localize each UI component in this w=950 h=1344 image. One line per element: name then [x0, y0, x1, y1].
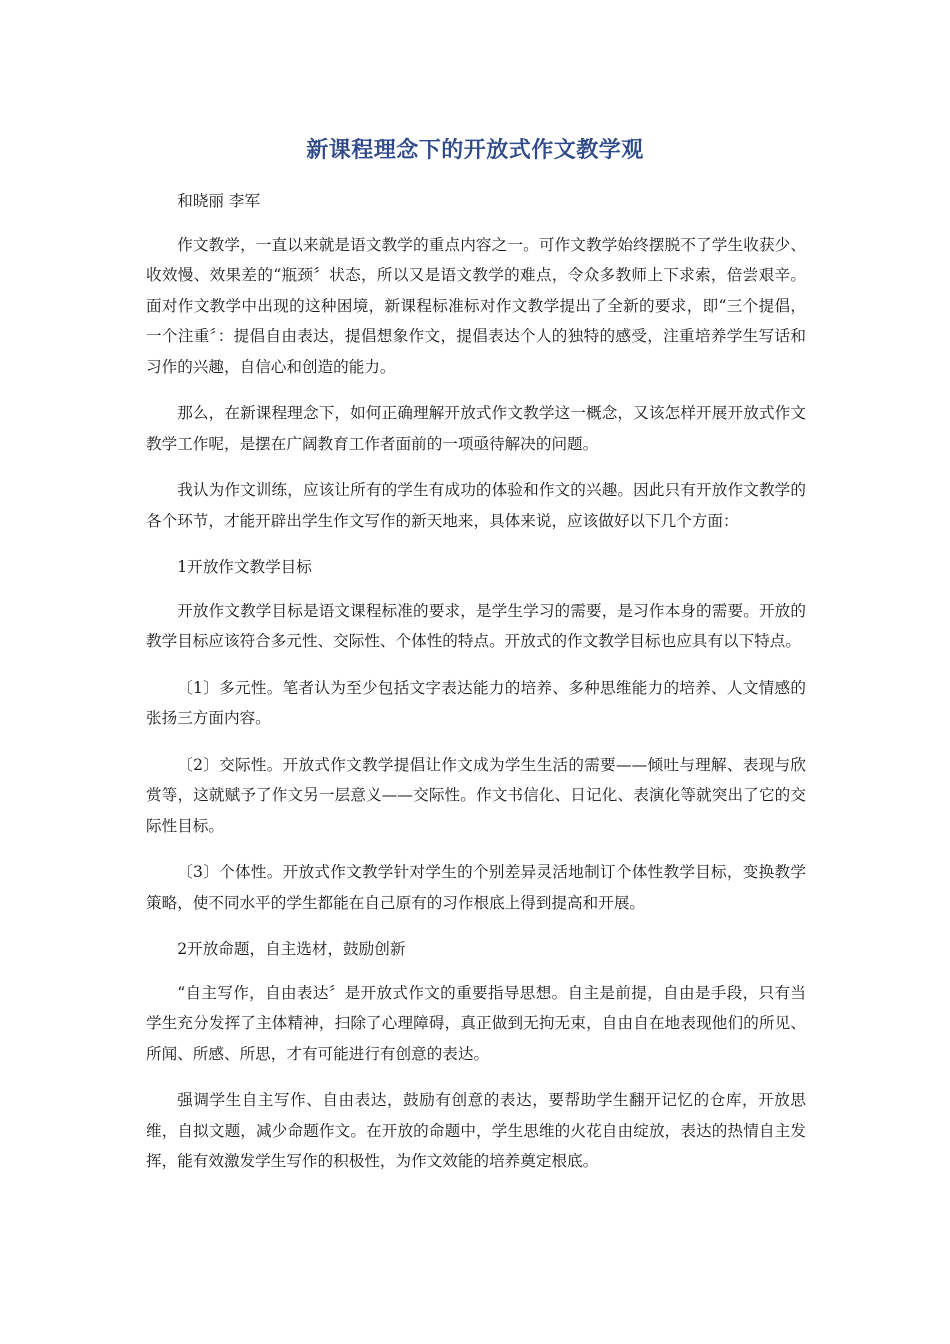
section-heading-1: 1开放作文教学目标 [177, 558, 312, 576]
section-heading-2: 2开放命题，自主选材，鼓励创新 [177, 940, 406, 958]
paragraph-question: 那么，在新课程理念下，如何正确理解开放式作文教学这一概念，又该怎样开展开放式作文教学工作呢，是摆在广阔教育工作者面前的一项亟待解决的问题。 [146, 404, 806, 453]
paragraph-individuality: 〔3〕个体性。开放式作文教学针对学生的个别差异灵活地制订个体性教学目标，变换教学策略，使不同水平的学生都能在自己原有的习作根底上得到提高和开展。 [146, 863, 806, 912]
article-body [146, 186, 806, 1193]
paragraph-communication: 〔2〕交际性。开放式作文教学提倡让作文成为学生生活的需要——倾吐与理解、表现与欣赏等，这就赋予了作文另一层意义——交际性。作文书信化、日记化、表演化等就突出了它的交际性目标。 [146, 755, 806, 835]
paragraph-goals: 开放作文教学目标是语文课程标准的要求，是学生学习的需要，是习作本身的需要。开放的教学目标应该符合多元性、交际性、个体性的特点。开放式的作文教学目标也应具有以下特点。 [146, 601, 806, 650]
page-title: 新课程理念下的开放式作文教学观 [306, 138, 644, 163]
paragraph-open-topics: 强调学生自主写作、自由表达，鼓励有创意的表达，要帮助学生翻开记忆的仓库，开放思维，自拟文题，减少命题作文。在开放的命题中，学生思维的火花自由绽放，表达的热情自主发挥，能有效激发学生写作的积极性，为作文效能的培养奠定根底。 [146, 1091, 806, 1170]
paragraph-thesis: 我认为作文训练，应该让所有的学生有成功的体验和作文的兴趣。因此只有开放作文教学的各个环节，才能开辟出学生作文写作的新天地来，具体来说，应该做好以下几个方面： [146, 481, 806, 530]
paragraph-diversity: 〔1〕多元性。笔者认为至少包括文字表达能力的培养、多种思维能力的培养、人文情感的张扬三方面内容。 [146, 678, 806, 727]
author-line: 和晓丽 李军 [177, 192, 261, 210]
paragraph-intro: 作文教学，一直以来就是语文教学的重点内容之一。可作文教学始终摆脱不了学生收获少、收效慢、效果差的“瓶颈〞状态，所以又是语文教学的难点，令众多教师上下求索，倍尝艰辛。面对作文教学中出现的这种困境，新课程标准标对作文教学提出了全新的要求，即“三个提倡，一个注重〞：提倡自由表达，提倡想象作文，提倡表达个人的独特的感受，注重培养学生写话和习作的兴趣，自信心和创造的能力。 [146, 235, 806, 376]
paragraph-free-expression: “自主写作，自由表达〞是开放式作文的重要指导思想。自主是前提，自由是手段，只有当学生充分发挥了主体精神，扫除了心理障碍，真正做到无拘无束，自由自在地表现他们的所见、所闻、所感、所思，才有可能进行有创意的表达。 [146, 983, 806, 1063]
